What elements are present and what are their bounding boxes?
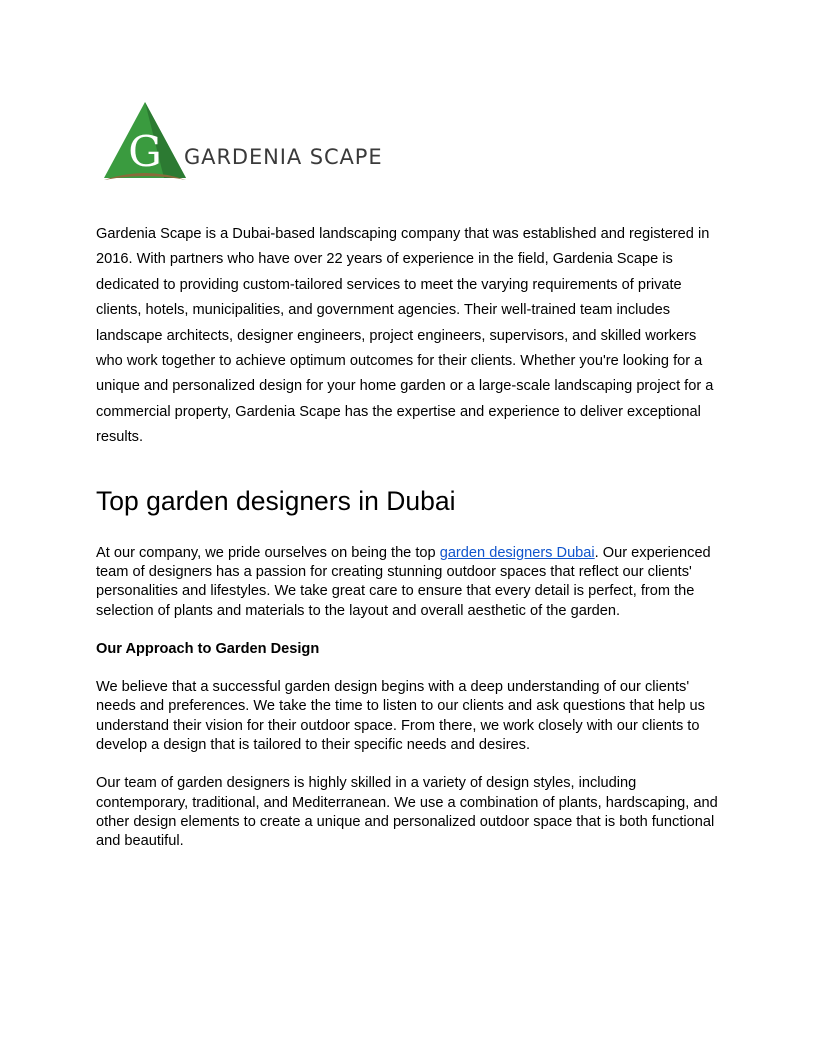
paragraph-1-text-before: At our company, we pride ourselves on being the top <box>96 544 440 561</box>
logo-letter: G <box>128 127 162 176</box>
section-heading: Top garden designers in Dubai <box>96 485 456 516</box>
approach-subheading: Our Approach to Garden Design <box>96 640 320 657</box>
logo-triangle-icon <box>102 100 188 184</box>
logo-wordmark: GARDENIA SCAPE <box>184 145 383 169</box>
intro-paragraph: Gardenia Scape is a Dubai-based landscaping company that was established and registered in 2016. With partners who have over 22 years of experience in the field, Gardenia Scape is dedicated to providing custom-tailored services to meet the varying requirements of private clients, hotels, municipalities, and government agencies. Their well-trained team includes landscape architects, designer engineers, project engineers, supervisors, and skilled workers who work together to achieve optimum outcomes for their clients. Whether you're looking for a unique and personalized design for your home garden or a large-scale landscaping project for a commercial property, Gardenia Scape has the expertise and experience to deliver exceptional results. <box>96 226 714 446</box>
section-paragraph-1 <box>96 544 720 621</box>
garden-designers-dubai-link[interactable]: garden designers Dubai <box>439 544 595 561</box>
document-body <box>96 222 720 852</box>
paragraph-1-text-after: . Our experienced team of designers has a passion for creating stunning outdoor spaces that reflect our clients' personalities and lifestyles. We take great care to ensure that every detail is perfect, from the selection of plants and materials to the layout and overall aesthetic of the garden. <box>96 544 711 619</box>
section-paragraph-2: We believe that a successful garden design begins with a deep understanding of our clients' needs and preferences. We take the time to listen to our clients and ask questions that help us understand their vision for their outdoor space. From there, we work closely with our clients to develop a design that is tailored to their specific needs and desires. <box>96 679 705 754</box>
company-logo <box>102 100 402 184</box>
section-paragraph-3: Our team of garden designers is highly skilled in a variety of design styles, including contemporary, traditional, and Mediterranean. We use a combination of plants, hardscaping, and other design elements to create a unique and personalized outdoor space that is both functional and beautiful. <box>96 775 718 850</box>
